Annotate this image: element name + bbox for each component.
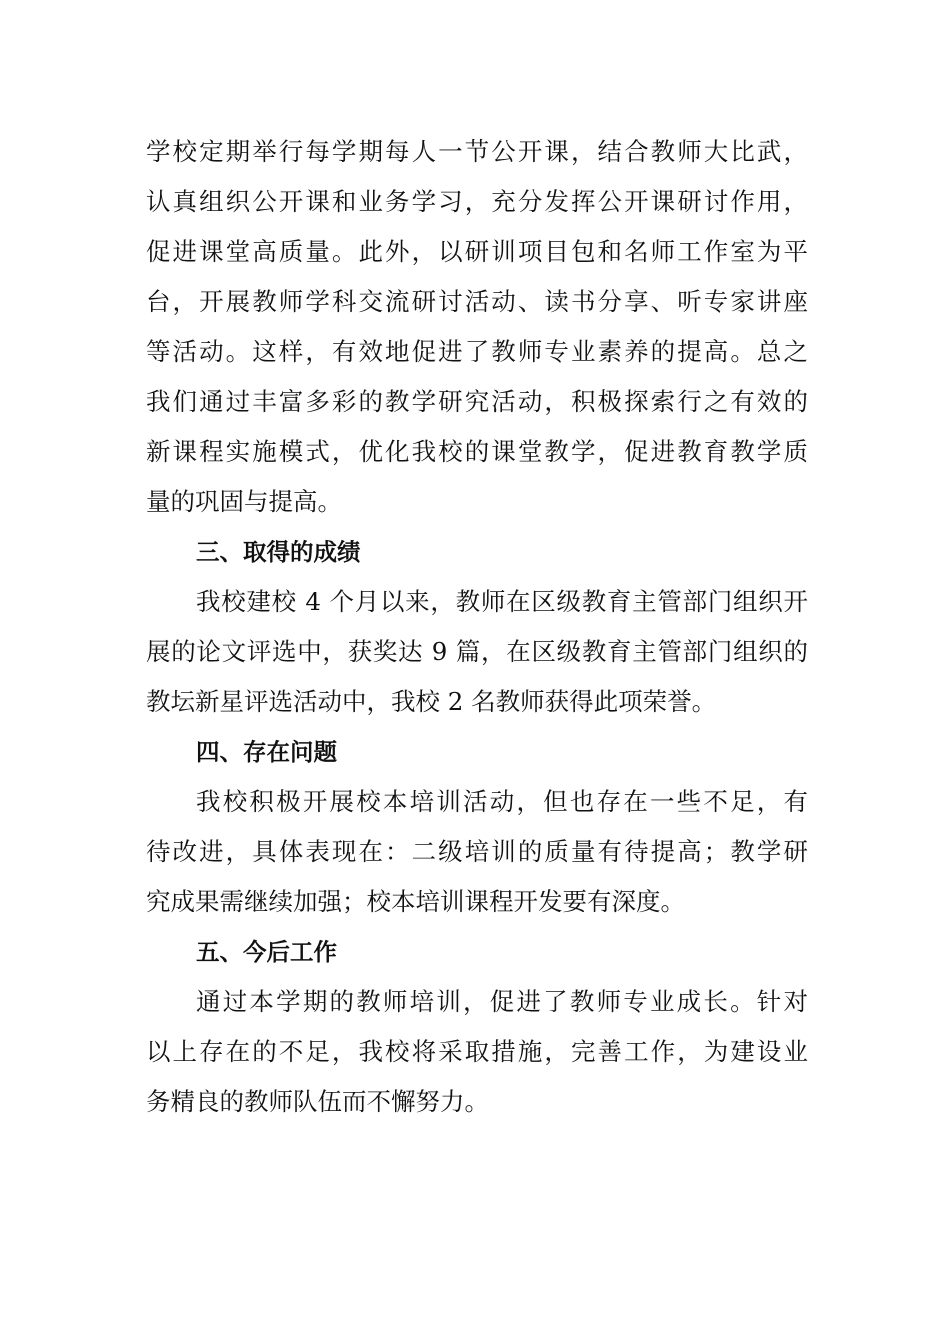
paragraph-line: 教坛新星评选活动中，我校 2 名教师获得此项荣誉。 — [146, 687, 717, 716]
document-body — [146, 127, 808, 1127]
section-heading-achievements: 三、取得的成绩 — [196, 538, 361, 566]
paragraph-line: 待改进，具体表现在：二级培训的质量有待提高；教学研 — [146, 837, 808, 866]
paragraph-line: 学校定期举行每学期每人一节公开课，结合教师大比武， — [146, 137, 808, 166]
paragraph-line: 展的论文评选中，获奖达 9 篇，在区级教育主管部门组织的 — [146, 637, 808, 666]
paragraph-line: 台，开展教师学科交流研讨活动、读书分享、听专家讲座 — [146, 287, 808, 316]
paragraph-line: 务精良的教师队伍而不懈努力。 — [146, 1087, 489, 1116]
section-heading-problems: 四、存在问题 — [196, 738, 337, 766]
paragraph-line: 我校积极开展校本培训活动，但也存在一些不足，有 — [196, 787, 808, 816]
paragraph-line: 我校建校 4 个月以来，教师在区级教育主管部门组织开 — [196, 587, 808, 616]
paragraph-line: 以上存在的不足，我校将采取措施，完善工作，为建设业 — [146, 1037, 808, 1066]
paragraph-line: 认真组织公开课和业务学习，充分发挥公开课研讨作用， — [146, 187, 808, 216]
paragraph-line: 促进课堂高质量。此外，以研训项目包和名师工作室为平 — [146, 237, 808, 266]
paragraph-line: 等活动。这样，有效地促进了教师专业素养的提高。总之 — [146, 337, 808, 366]
paragraph-line: 通过本学期的教师培训，促进了教师专业成长。针对 — [196, 987, 808, 1016]
paragraph-line: 量的巩固与提高。 — [146, 487, 342, 516]
section-heading-future-work: 五、今后工作 — [196, 938, 337, 966]
paragraph-line: 我们通过丰富多彩的教学研究活动，积极探索行之有效的 — [146, 387, 808, 416]
paragraph-line: 新课程实施模式，优化我校的课堂教学，促进教育教学质 — [146, 437, 808, 466]
paragraph-line: 究成果需继续加强；校本培训课程开发要有深度。 — [146, 887, 685, 916]
